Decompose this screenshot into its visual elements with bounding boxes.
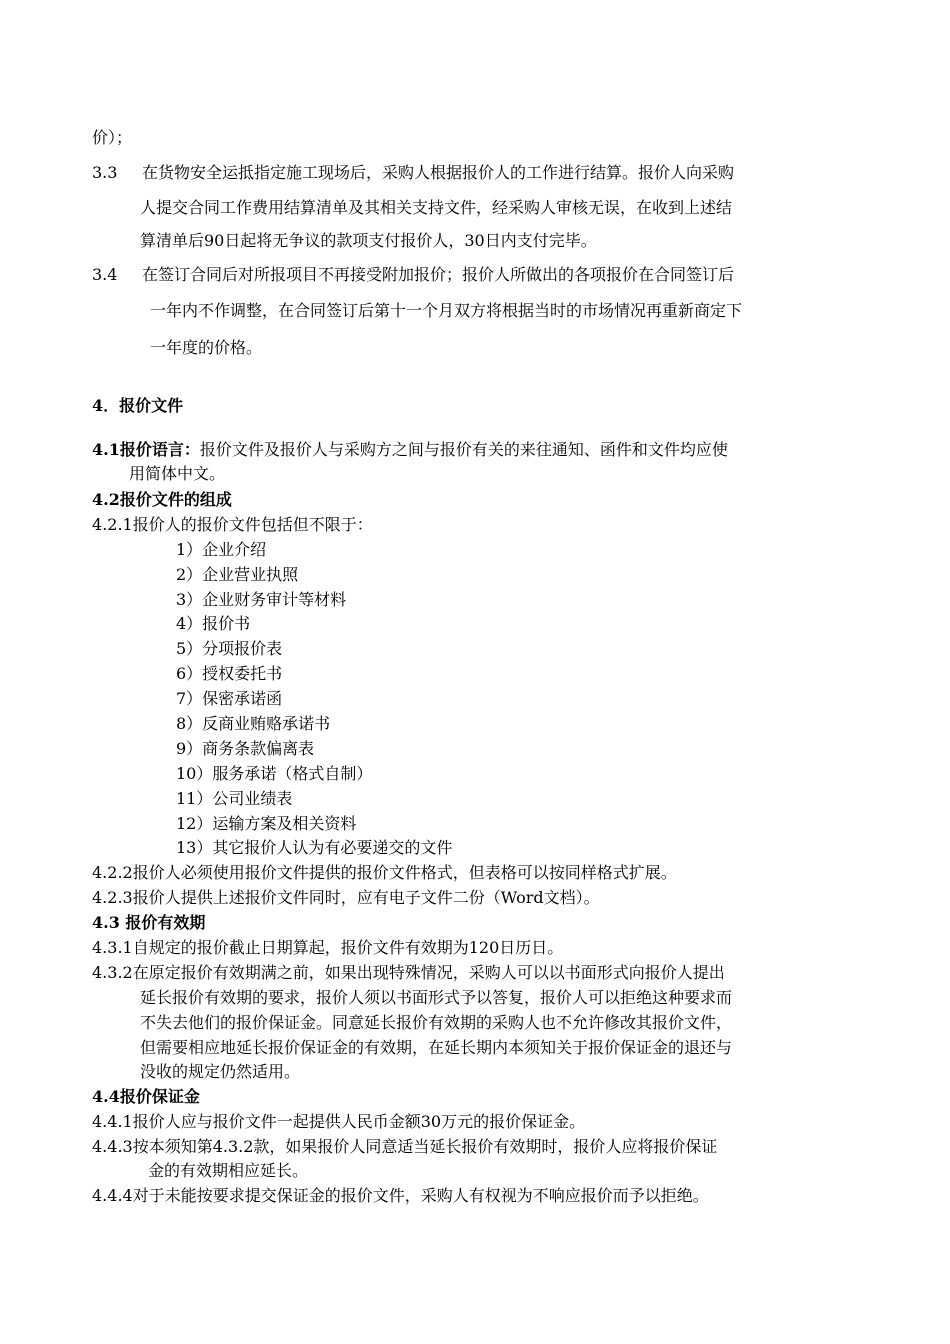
clause-4-3-2-line-1: 4.3.2在原定报价有效期满之前，如果出现特殊情况，采购人可以以书面形式向报价人提出 — [92, 963, 725, 982]
clause-3-4-line-1: 在签订合同后对所报项目不再接受附加报价；报价人所做出的各项报价在合同签订后 — [142, 265, 735, 284]
list-item: 13）其它报价人认为有必要递交的文件 — [176, 838, 453, 857]
section-4-4-heading: 4.4报价保证金 — [92, 1087, 200, 1106]
section-4-3-heading: 4.3 报价有效期 — [92, 913, 206, 932]
clause-3-3-line-1: 在货物安全运抵指定施工现场后，采购人根据报价人的工作进行结算。报价人向采购 — [142, 163, 735, 182]
list-item: 2）企业营业执照 — [176, 565, 299, 584]
clause-3-3-number: 3.3 — [92, 163, 118, 182]
list-item: 5）分项报价表 — [176, 639, 283, 658]
continuation-line: 价）； — [92, 128, 133, 147]
section-4-2-heading: 4.2报价文件的组成 — [92, 490, 232, 509]
clause-3-4-line-2: 一年内不作调整，在合同签订后第十一个月双方将根据当时的市场情况再重新商定下 — [150, 301, 743, 320]
list-item: 12）运输方案及相关资料 — [176, 814, 357, 833]
clause-4-1-line-2: 用简体中文。 — [129, 464, 226, 483]
clause-3-3-line-2: 人提交合同工作费用结算清单及其相关支持文件，经采购人审核无误，在收到上述结 — [140, 198, 733, 217]
list-item: 8）反商业贿赂承诺书 — [176, 714, 331, 733]
section-4-heading: 4．报价文件 — [92, 396, 184, 415]
list-item: 7）保密承诺函 — [176, 689, 283, 708]
clause-3-4-number: 3.4 — [92, 265, 118, 284]
clause-4-4-1: 4.4.1报价人应与报价文件一起提供人民币金额30万元的报价保证金。 — [92, 1112, 586, 1131]
clause-3-4-line-3: 一年度的价格。 — [150, 338, 263, 357]
clause-4-2-1: 4.2.1报价人的报价文件包括但不限于： — [92, 515, 373, 534]
clause-4-3-2-line-5: 没收的规定仍然适用。 — [140, 1062, 301, 1081]
clause-4-1-line-1 — [92, 440, 728, 460]
list-item: 4）报价书 — [176, 614, 251, 633]
clause-4-2-2: 4.2.2报价人必须使用报价文件提供的报价文件格式，但表格可以按同样格式扩展。 — [92, 863, 677, 882]
clause-4-3-2-line-3: 不失去他们的报价保证金。同意延长报价有效期的采购人也不允许修改其报价文件， — [140, 1013, 733, 1032]
clause-3-3-line-3: 算清单后90日起将无争议的款项支付报价人，30日内支付完毕。 — [140, 231, 597, 250]
clause-4-3-1: 4.3.1自规定的报价截止日期算起，报价文件有效期为120日历日。 — [92, 938, 564, 957]
clause-4-1-head: 4.1报价语言： — [92, 440, 200, 459]
clause-4-3-2-line-2: 延长报价有效期的要求，报价人须以书面形式予以答复，报价人可以拒绝这种要求而 — [140, 988, 733, 1007]
list-item: 6）授权委托书 — [176, 664, 283, 683]
clause-4-4-3-line-2: 金的有效期相应延长。 — [148, 1161, 309, 1180]
list-item: 10）服务承诺（格式自制） — [176, 764, 373, 783]
list-item: 9）商务条款偏离表 — [176, 739, 315, 758]
list-item: 11）公司业绩表 — [176, 789, 293, 808]
clause-4-4-4: 4.4.4对于未能按要求提交保证金的报价文件，采购人有权视为不响应报价而予以拒绝。 — [92, 1186, 709, 1205]
clause-4-3-2-line-4: 但需要相应地延长报价保证金的有效期，在延长期内本须知关于报价保证金的退还与 — [140, 1038, 733, 1057]
clause-4-1-text: 报价文件及报价人与采购方之间与报价有关的来往通知、函件和文件均应使 — [199, 440, 728, 459]
list-item: 3）企业财务审计等材料 — [176, 590, 347, 609]
clause-4-2-3: 4.2.3报价人提供上述报价文件同时，应有电子文件二份（Word文档）。 — [92, 888, 600, 907]
clause-4-4-3-line-1: 4.4.3按本须知第4.3.2款，如果报价人同意适当延长报价有效期时，报价人应将报价保证 — [92, 1137, 718, 1156]
list-item: 1）企业介绍 — [176, 540, 267, 559]
